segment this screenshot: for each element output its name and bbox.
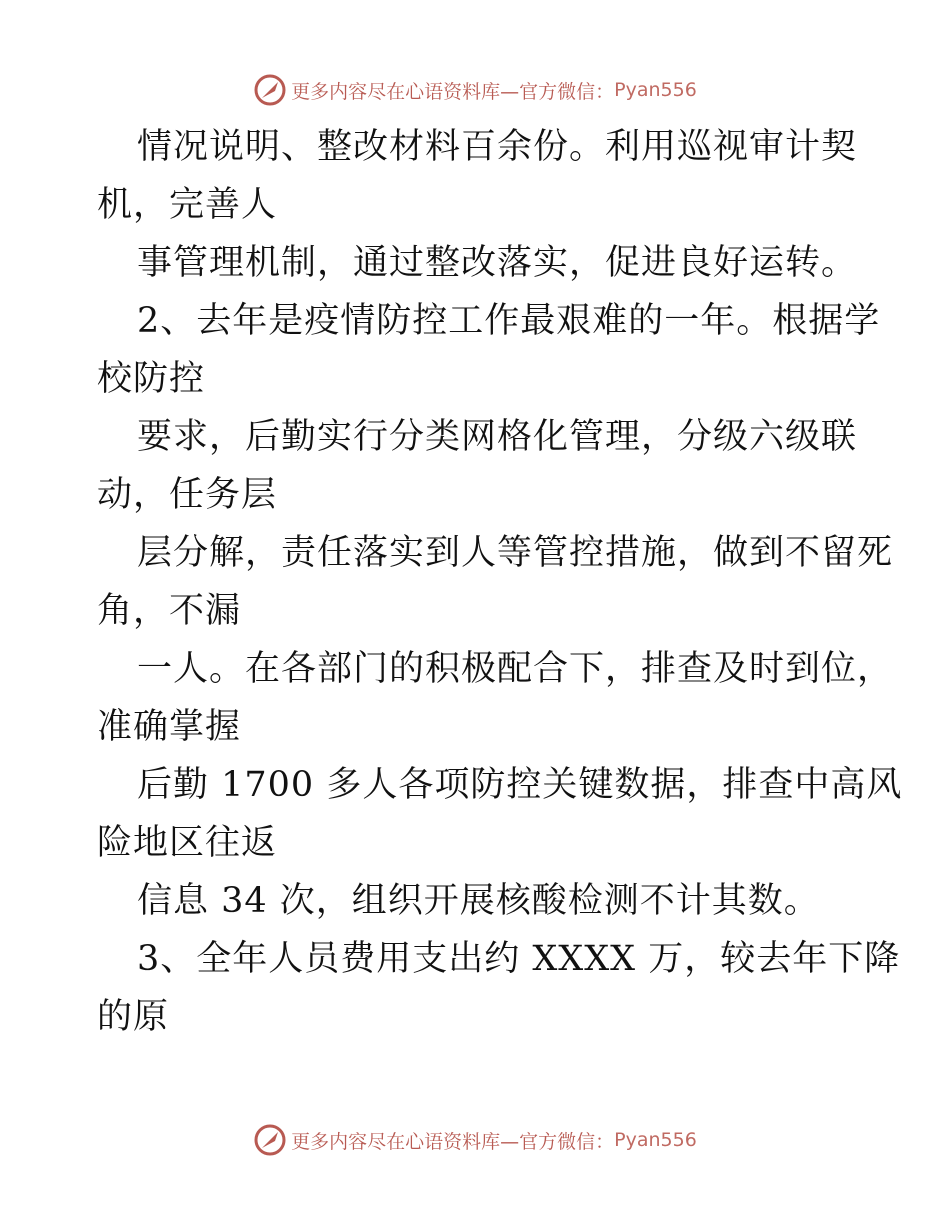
text-line: 准确掌握 [97,707,242,747]
document-body [97,118,903,1046]
text-line: 一人。在各部门的积极配合下，排查及时到位， [137,649,894,689]
text-line: 后勤 1700 多人各项防控关键数据，排查中高风 [137,765,903,805]
text-line: 信息 34 次，组织开展核酸检测不计其数。 [137,881,820,921]
text-line: 要求，后勤实行分类网格化管理，分级六级联 [137,417,858,457]
quill-logo-icon [253,73,287,107]
text-line: 校防控 [97,359,206,399]
text-line: 情况说明、整改材料百余份。利用巡视审计契 [137,127,858,167]
text-line: 动，任务层 [97,475,278,515]
text-line: 层分解，责任落实到人等管控措施，做到不留死 [137,533,894,573]
text-line: 3、全年人员费用支出约 XXXX 万，较去年下降 [137,939,901,979]
footer-watermark [0,1120,950,1160]
text-line: 机，完善人 [97,185,278,225]
text-line: 事管理机制，通过整改落实，促进良好运转。 [137,243,858,283]
text-line: 角，不漏 [97,591,242,631]
watermark-text: 更多内容尽在心语资料库—官方微信： [291,80,615,103]
header-watermark [0,70,950,110]
watermark-handle: Pyan556 [614,1129,697,1151]
text-line: 2、去年是疫情防控工作最艰难的一年。根据学 [137,301,881,341]
quill-logo-icon [253,1123,287,1157]
text-line: 的原 [97,997,170,1037]
watermark-text: 更多内容尽在心语资料库—官方微信： [291,1130,615,1153]
watermark-handle: Pyan556 [614,79,697,101]
text-line: 险地区往返 [97,823,278,863]
